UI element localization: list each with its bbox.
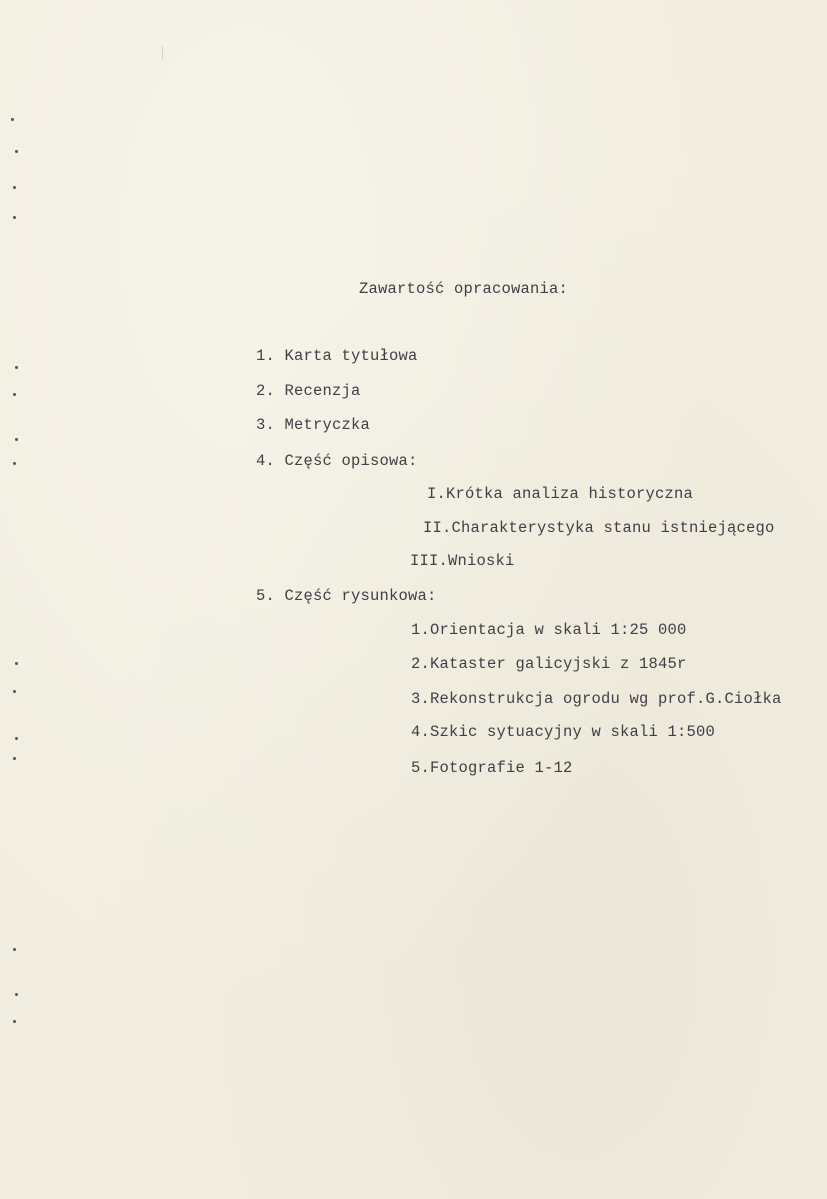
margin-mark xyxy=(13,186,16,189)
margin-mark xyxy=(15,993,18,996)
pencil-mark xyxy=(162,46,163,60)
margin-mark xyxy=(15,366,18,369)
margin-mark xyxy=(13,757,16,760)
margin-mark xyxy=(13,1020,16,1023)
margin-mark xyxy=(15,438,18,441)
contents-item: 2. Recenzja xyxy=(256,382,361,400)
contents-subitem: 3.Rekonstrukcja ogrodu wg prof.G.Ciołka xyxy=(411,690,782,708)
contents-subitem: II.Charakterystyka stanu istniejącego xyxy=(423,519,775,537)
contents-item: 5. Część rysunkowa: xyxy=(256,587,437,605)
margin-mark xyxy=(13,393,16,396)
contents-item: 3. Metryczka xyxy=(256,416,371,434)
contents-subitem: 5.Fotografie 1-12 xyxy=(411,759,573,777)
margin-mark xyxy=(13,948,16,951)
contents-subitem: III.Wnioski xyxy=(410,552,515,570)
margin-mark xyxy=(13,216,16,219)
margin-mark xyxy=(13,690,16,693)
margin-mark xyxy=(15,150,18,153)
margin-mark xyxy=(13,462,16,465)
margin-mark xyxy=(15,662,18,665)
contents-item: 1. Karta tytułowa xyxy=(256,347,418,365)
contents-subitem: 1.Orientacja w skali 1:25 000 xyxy=(411,621,687,639)
contents-subitem: 2.Kataster galicyjski z 1845r xyxy=(411,655,687,673)
margin-mark xyxy=(15,737,18,740)
contents-subitem: 4.Szkic sytuacyjny w skali 1:500 xyxy=(411,723,716,741)
contents-subitem: I.Krótka analiza historyczna xyxy=(427,485,694,503)
margin-mark xyxy=(11,118,14,121)
contents-item: 4. Część opisowa: xyxy=(256,452,418,470)
contents-heading: Zawartość opracowania: xyxy=(359,280,569,298)
